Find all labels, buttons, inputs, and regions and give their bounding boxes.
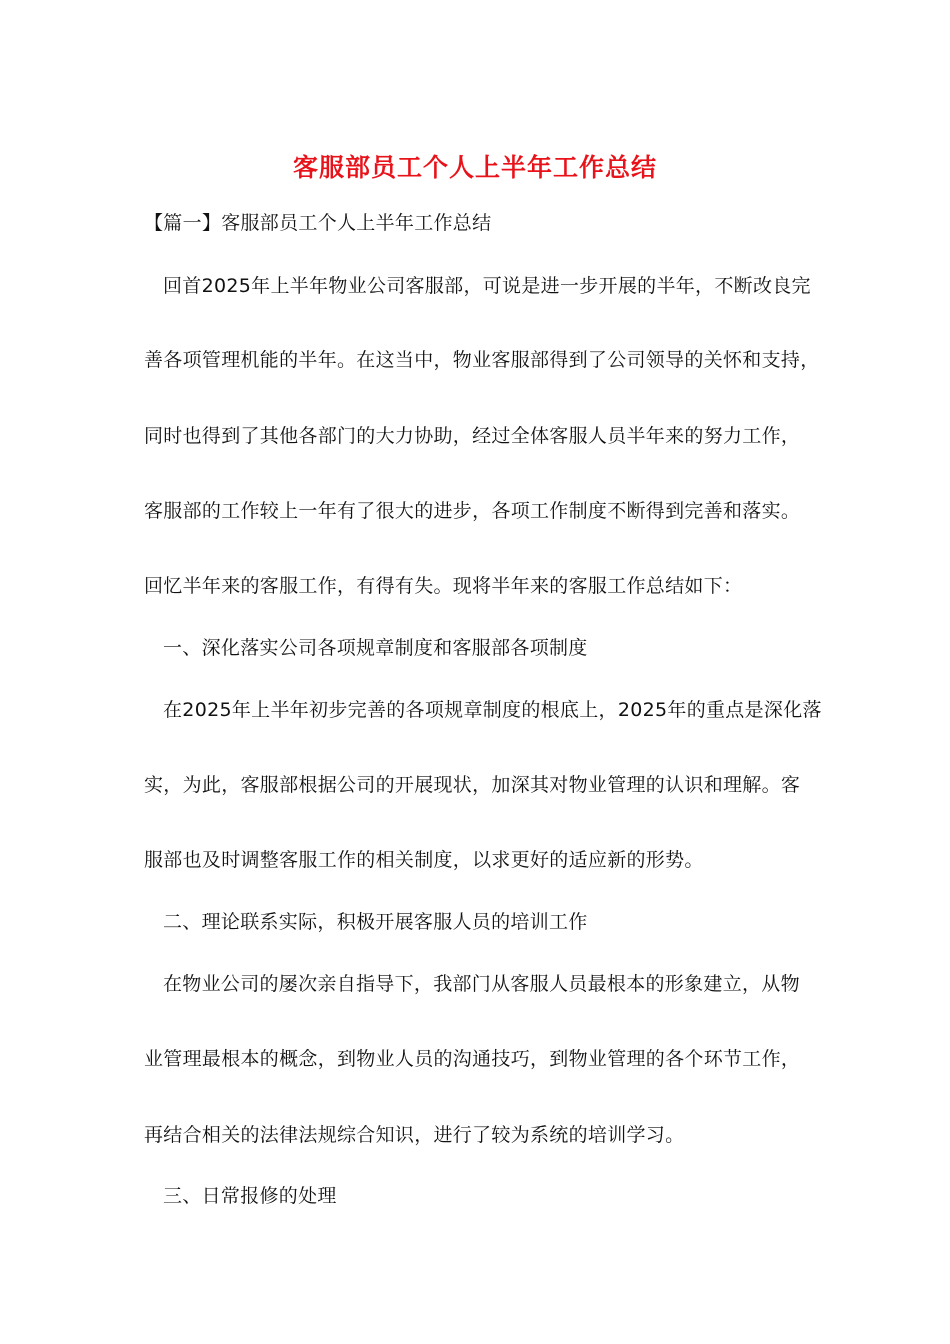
paragraph-line: 服部也及时调整客服工作的相关制度，以求更好的适应新的形势。 bbox=[144, 849, 704, 871]
paragraph-line: 善各项管理机能的半年。在这当中，物业客服部得到了公司领导的关怀和支持， bbox=[144, 349, 820, 371]
paragraph-line: 业管理最根本的概念，到物业人员的沟通技巧，到物业管理的各个环节工作， bbox=[144, 1048, 801, 1070]
paragraph-line: 客服部的工作较上一年有了很大的进步，各项工作制度不断得到完善和落实。 bbox=[144, 500, 801, 522]
paragraph-line: 再结合相关的法律法规综合知识，进行了较为系统的培训学习。 bbox=[144, 1124, 685, 1146]
paragraph-line: 实，为此，客服部根据公司的开展现状，加深其对物业管理的认识和理解。客 bbox=[144, 774, 801, 796]
paragraph-line: 回首2025年上半年物业公司客服部，可说是进一步开展的半年，不断改良完 bbox=[163, 275, 811, 297]
paragraph-line: 在2025年上半年初步完善的各项规章制度的根底上，2025年的重点是深化落 bbox=[163, 699, 822, 721]
section-heading: 一、深化落实公司各项规章制度和客服部各项制度 bbox=[163, 637, 588, 659]
paragraph-line: 在物业公司的屡次亲自指导下，我部门从客服人员最根本的形象建立，从物 bbox=[163, 973, 800, 995]
section-heading: 二、理论联系实际，积极开展客服人员的培训工作 bbox=[163, 911, 588, 933]
document-title: 客服部员工个人上半年工作总结 bbox=[292, 153, 657, 182]
section-heading: 三、日常报修的处理 bbox=[163, 1185, 337, 1207]
paragraph-line: 回忆半年来的客服工作，有得有失。现将半年来的客服工作总结如下： bbox=[144, 575, 743, 597]
section-heading: 【篇一】客服部员工个人上半年工作总结 bbox=[144, 212, 492, 234]
paragraph-line: 同时也得到了其他各部门的大力协助，经过全体客服人员半年来的努力工作， bbox=[144, 425, 801, 447]
